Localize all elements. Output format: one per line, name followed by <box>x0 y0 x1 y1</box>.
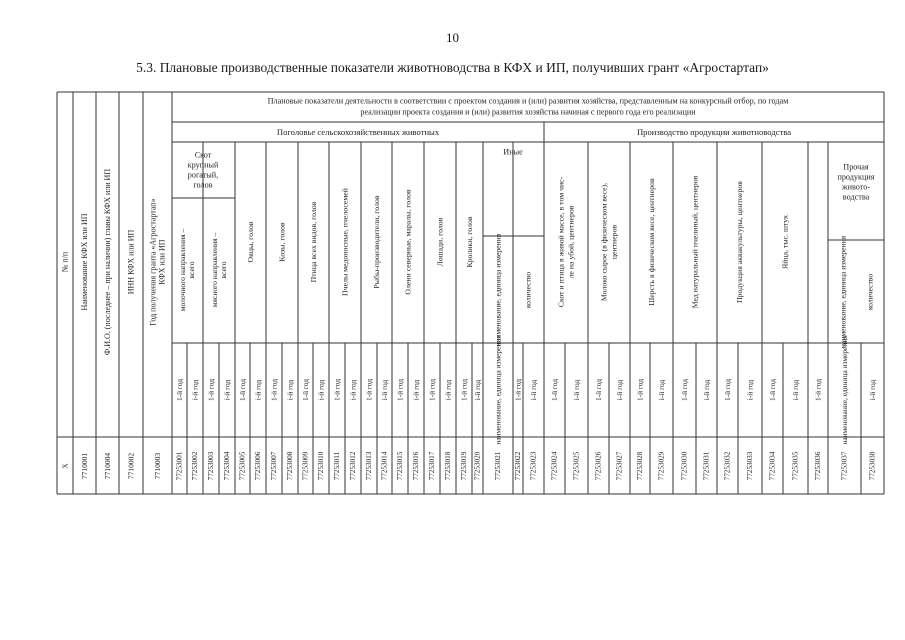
livestock-column-header: Козы, голов <box>277 222 287 262</box>
year-label: 1-й год <box>813 378 823 402</box>
production-column-header: Яйца, тыс. штук <box>780 215 790 269</box>
livestock-column-header: Птица всех видов, голов <box>309 201 318 283</box>
name-unit-cell: наименование, единица измерения <box>840 335 849 445</box>
column-code: 77253014 <box>380 451 389 481</box>
other-products-header: водства <box>842 192 870 202</box>
column-code: 77253038 <box>868 451 877 481</box>
year-label: 1-й год <box>635 378 645 402</box>
fixed-column-header: ИНН КФХ или ИП <box>126 229 136 295</box>
column-code: 77253008 <box>286 451 294 481</box>
year-label: i-й год <box>222 379 232 401</box>
livestock-column-header: Овцы, голов <box>246 221 255 263</box>
cattle-meat-header: мясного направления – <box>210 232 219 308</box>
column-code: 77253032 <box>723 451 732 481</box>
year-label: i-й год <box>473 379 482 401</box>
column-code: 77253030 <box>680 451 689 481</box>
cattle-header: Скот <box>194 150 212 160</box>
fixed-column-header: Наименование КФХ или ИП <box>80 213 89 311</box>
year-label: i-й год <box>791 379 800 401</box>
year-label: i-й год <box>316 379 326 401</box>
production-column-header: ле на убой, центнеров <box>566 205 576 279</box>
year-label: 1-й год <box>550 378 559 402</box>
year-label: 1-й год <box>723 378 732 402</box>
section-title: 5.3. Плановые производственные показатели животноводства в КФХ и ИП, получивших грант «Агростартап» <box>136 60 769 75</box>
column-code: 77253006 <box>254 451 262 481</box>
column-code: 7710004 <box>103 452 112 480</box>
top-header-line: Плановые показатели деятельности в соответствии с проектом создания и (или) развития хозяйства, представленным на конкурсный отбор, по годам <box>267 96 789 106</box>
year-label: i-й год <box>443 379 453 401</box>
production-column-header: Скот и птица в живой массе, в том чис- <box>556 176 566 308</box>
year-label: 1-й год <box>301 378 310 402</box>
production-column-header: Шерсть в физическом весе, центнеров <box>647 178 656 306</box>
other-products-name-unit-header: наименование, единица измерения <box>838 235 848 349</box>
column-code: 77253034 <box>768 451 777 481</box>
cattle-dairy-header: молочного направления – <box>178 228 187 312</box>
year-label: i-й год <box>529 379 538 401</box>
cattle-header: рогатый, <box>187 170 219 180</box>
other-products-header: продукция <box>837 172 875 182</box>
page-number: 10 <box>446 30 459 45</box>
fixed-column-header: КФХ или ИП <box>157 239 167 285</box>
column-code: 77253018 <box>444 451 452 481</box>
production-column-header: центнеров <box>609 224 619 260</box>
year-label: 1-й год <box>175 378 184 402</box>
column-code: 77253020 <box>473 451 482 481</box>
livestock-column-header: Рыбы-производители, голов <box>372 195 381 289</box>
year-label: 1-й год <box>768 378 777 402</box>
column-code: 77253017 <box>428 451 436 481</box>
year-label: i-й год <box>253 379 263 401</box>
other-quantity-header: количество <box>523 271 533 309</box>
year-label: 1-й год <box>513 378 523 402</box>
column-code: 77253033 <box>746 451 754 481</box>
other-products-header: Прочая <box>843 162 869 172</box>
column-code: 77253037 <box>840 451 849 481</box>
year-label: i-й год <box>702 379 711 401</box>
livestock-column-header: Пчелы медоносные, пчелосемей <box>340 188 350 296</box>
year-label: i-й год <box>285 379 295 401</box>
fixed-column-header: Ф.И.О. (последнее – при наличии) главы КФХ или ИП <box>103 168 112 356</box>
year-label: i-й год <box>380 379 389 401</box>
other-products-quantity-header: количество <box>865 273 875 311</box>
fixed-column-header: Год получения гранта «Агростартап» <box>148 198 158 326</box>
other-header: Иные <box>503 147 523 157</box>
column-code: 77253002 <box>191 451 199 481</box>
column-code: 77253036 <box>814 451 822 481</box>
cattle-dairy-header: всего <box>187 261 196 279</box>
column-code: 7710002 <box>126 452 136 480</box>
livestock-column-header: Олени северные, маралы, голов <box>403 189 413 295</box>
year-label: i-й год <box>572 379 581 401</box>
year-label: 1-й год <box>332 378 342 402</box>
column-code: 77253007 <box>270 451 278 481</box>
column-code: 77253029 <box>657 451 666 481</box>
column-code: 77253031 <box>702 451 711 481</box>
group-header-livestock: Поголовье сельскохозяйственных животных <box>276 127 440 137</box>
year-label: i-й год <box>411 379 421 401</box>
top-header-line: реализации проекта создания и (или) развития хозяйства начиная с первого года его реализации <box>360 107 696 117</box>
other-products-header: живото- <box>841 182 871 192</box>
year-label: i-й год <box>657 379 666 401</box>
column-code: 7710003 <box>153 452 162 480</box>
column-code: 77253027 <box>615 451 624 481</box>
year-label: i-й год <box>190 379 200 401</box>
year-label: 1-й год <box>206 378 216 402</box>
fixed-column-header: № п/п <box>60 251 70 273</box>
column-code: 7710001 <box>80 452 89 480</box>
year-label: 1-й год <box>364 378 374 402</box>
column-code: 77253009 <box>301 451 310 481</box>
column-code: 77253024 <box>550 451 559 481</box>
year-label: i-й год <box>745 379 755 401</box>
column-code: 77253035 <box>791 451 800 481</box>
year-label: i-й год <box>868 379 877 401</box>
year-label: 1-й год <box>238 378 247 402</box>
production-column-header: Продукция аквакультуры, центнеров <box>735 181 744 303</box>
column-code: 77253025 <box>572 451 581 481</box>
cattle-header: голов <box>193 180 213 190</box>
column-code: 77253003 <box>207 451 215 481</box>
group-header-production: Производство продукции животноводства <box>636 127 792 137</box>
year-label: i-й год <box>615 379 624 401</box>
cattle-meat-header: всего <box>219 261 228 279</box>
column-code: Х <box>60 463 70 469</box>
year-label: 1-й год <box>594 378 603 402</box>
column-code: 77253005 <box>238 451 247 481</box>
year-label: 1-й год <box>427 378 437 402</box>
column-code: 77253004 <box>223 451 231 481</box>
year-label: 1-й год <box>680 378 689 402</box>
production-column-header: Молоко сырое (в физическом весе), <box>599 182 609 302</box>
year-label: i-й год <box>348 379 358 401</box>
column-code: 77253028 <box>636 451 644 481</box>
name-unit-cell: наименование, единица измерения <box>493 335 503 445</box>
column-code: 77253013 <box>365 451 373 481</box>
column-code: 77253022 <box>514 451 522 481</box>
livestock-column-header: Лошади, голов <box>435 217 445 267</box>
other-name-unit-header: наименование, единица измерения <box>493 233 503 347</box>
column-code: 77253001 <box>175 451 184 481</box>
table-text <box>61 97 878 481</box>
year-label: 1-й год <box>395 378 405 402</box>
livestock-column-header: Кролики, голов <box>465 216 474 268</box>
column-code: 77253026 <box>594 451 603 481</box>
year-label: 1-й год <box>459 378 469 402</box>
column-code: 77253023 <box>529 451 538 481</box>
column-code: 77253016 <box>412 451 420 481</box>
column-code: 77253021 <box>494 451 502 481</box>
year-label: 1-й год <box>269 378 279 402</box>
column-code: 77253012 <box>349 451 357 481</box>
column-code: 77253010 <box>317 451 325 481</box>
column-code: 77253015 <box>396 451 404 481</box>
column-code: 77253019 <box>460 451 468 481</box>
production-column-header: Мед натуральный пчелиный, центнеров <box>690 175 700 309</box>
column-code: 77253011 <box>333 451 341 481</box>
cattle-header: крупный <box>187 160 219 170</box>
